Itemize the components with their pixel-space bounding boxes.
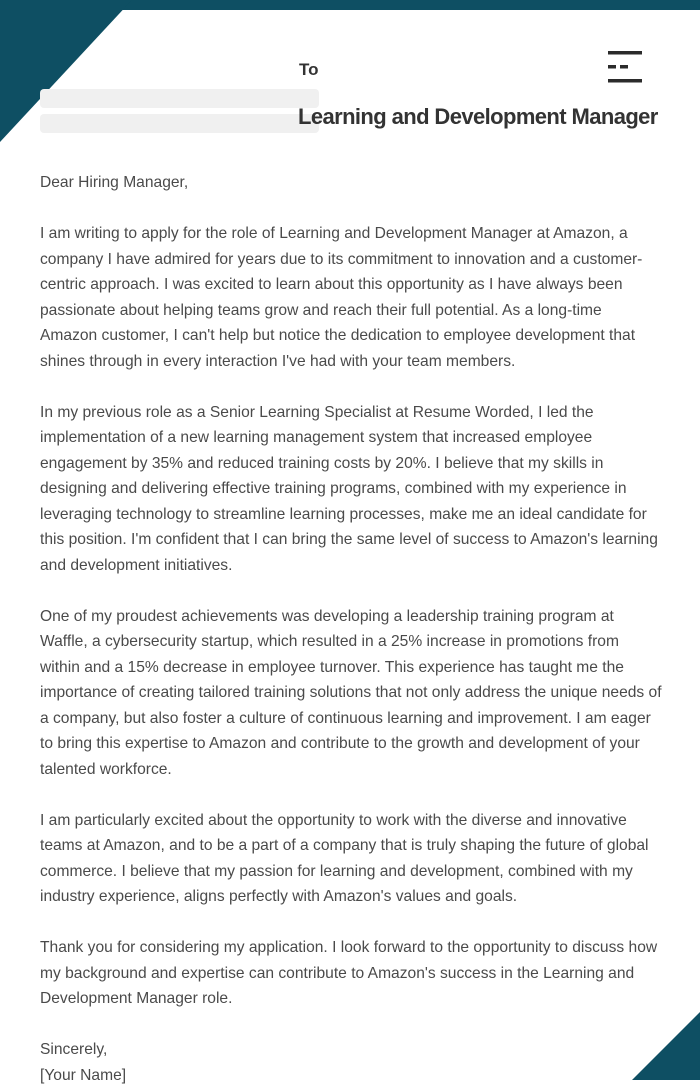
signature: [Your Name] (40, 1063, 662, 1088)
paragraph-motivation: I am particularly excited about the opportunity to work with the diverse and innovative teams at Amazon, and to be a part of a company that is truly shaping the future of global commerce. I believe that my passion for learning and development, combined with my industry experience, aligns perfectly with Amazon's values and goals. (40, 808, 662, 910)
closing: Sincerely, (40, 1037, 662, 1063)
job-title: Learning and Development Manager (298, 104, 658, 130)
paragraph-intro: I am writing to apply for the role of Learning and Development Manager at Amazon, a company I have admired for years due to its commitment to innovation and a customer-centric approach. I was excited to learn about this opportunity as I have always been passionate about helping teams grow and reach their full potential. As a long-time Amazon customer, I can't help but notice the dedication to employee development that shines through in every interaction I've had with your team members. (40, 221, 662, 374)
recipient-company-placeholder (40, 114, 319, 133)
paragraph-thanks: Thank you for considering my application. I look forward to the opportunity to discuss how my background and expertise can contribute to Amazon's success in the Learning and Development Manager role. (40, 935, 662, 1012)
recipient-placeholder (40, 89, 319, 139)
salutation: Dear Hiring Manager, (40, 170, 662, 196)
letter-body (40, 170, 662, 1088)
recipient-name-placeholder (40, 89, 319, 108)
paragraph-experience: In my previous role as a Senior Learning Specialist at Resume Worded, I led the implementation of a new learning management system that increased employee engagement by 35% and reduced training costs by 20%. I believe that my skills in designing and delivering effective training programs, combined with my experience in leveraging technology to streamline learning processes, make me an ideal candidate for this position. I'm confident that I can bring the same level of success to Amazon's learning and development initiatives. (40, 400, 662, 579)
resume-worded-logo-icon (605, 49, 645, 85)
to-label: To (299, 60, 319, 80)
paragraph-achievement: One of my proudest achievements was developing a leadership training program at Waffle, a cybersecurity startup, which resulted in a 25% increase in promotions from within and a 15% decrease in employee turnover. This experience has taught me the importance of creating tailored training solutions that not only address the unique needs of a company, but also foster a culture of continuous learning and improvement. I am eager to bring this expertise to Amazon and contribute to the growth and development of your talented workforce. (40, 604, 662, 783)
